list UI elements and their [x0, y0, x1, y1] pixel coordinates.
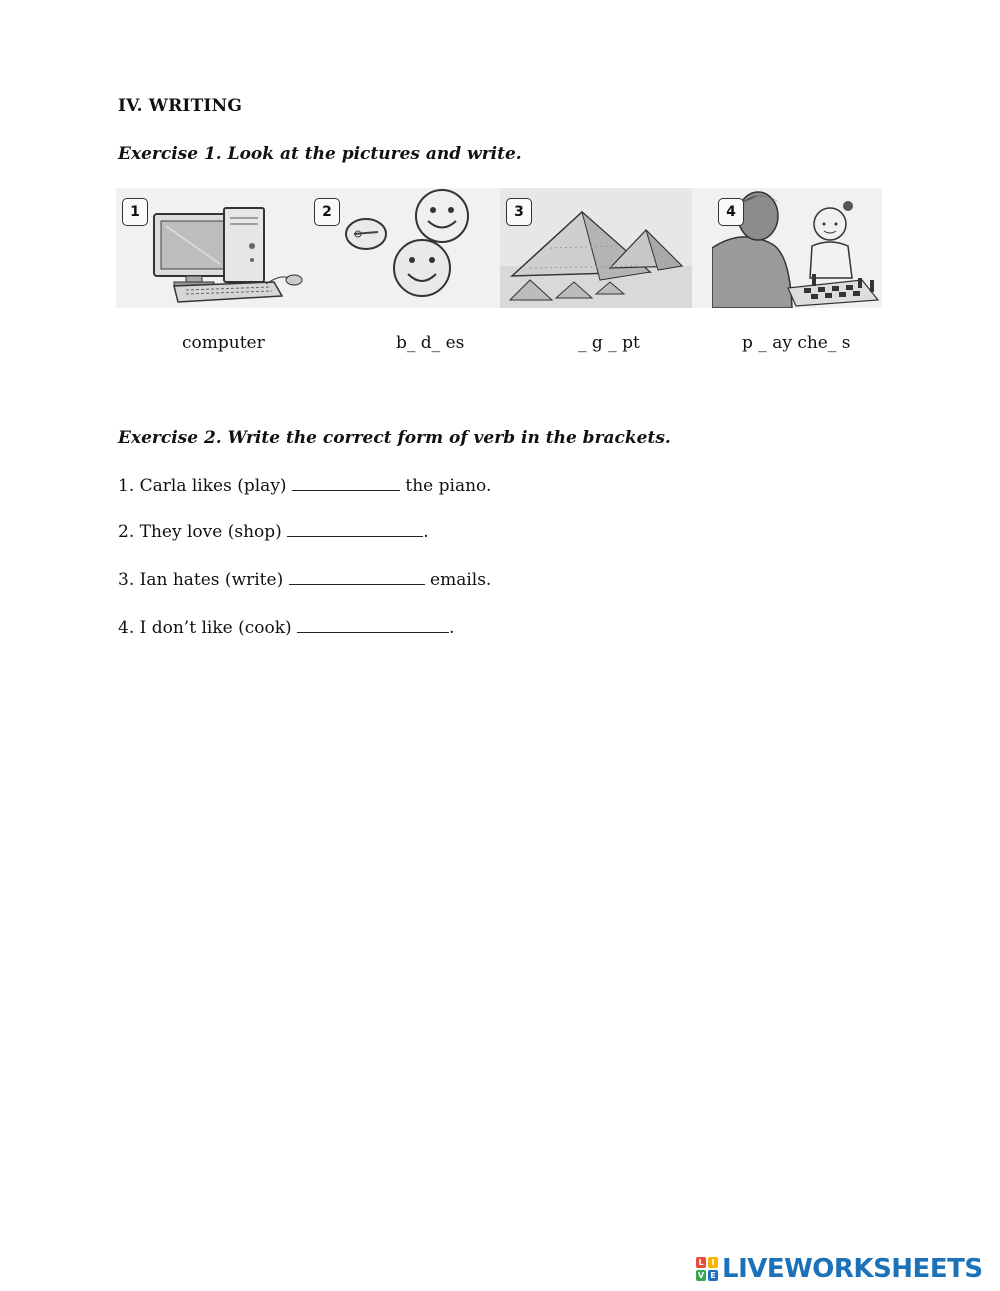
picture-strip: [116, 188, 882, 308]
sentence-text: .: [423, 522, 429, 542]
picture-4: [712, 188, 882, 308]
answer-blank[interactable]: [297, 618, 449, 633]
sentence-2: [118, 522, 429, 542]
logo-mark-letter: I: [708, 1257, 718, 1268]
picture-2: [308, 188, 500, 308]
exercise-1-title: Exercise 1. Look at the pictures and write.: [118, 144, 522, 164]
answer-2[interactable]: b_ d_ es: [396, 333, 465, 353]
sentence-text: emails.: [430, 570, 492, 590]
answer-blank[interactable]: [292, 476, 400, 491]
sentence-text: the piano.: [405, 476, 492, 496]
answer-blank[interactable]: [287, 522, 423, 537]
logo-mark-letter: V: [697, 1271, 705, 1280]
answer-1[interactable]: computer: [182, 333, 265, 353]
sentence-text: .: [449, 618, 455, 638]
sentence-text: 4. I don’t like (cook): [118, 618, 292, 638]
sentence-text: 3. Ian hates (write): [118, 570, 284, 590]
logo-mark-letter: L: [696, 1257, 706, 1268]
answer-blank[interactable]: [289, 570, 425, 585]
logo-mark-letter: E: [708, 1270, 718, 1281]
sentence-text: 2. They love (shop): [118, 522, 282, 542]
sentence-3: [118, 570, 491, 590]
picture-number: 3: [506, 198, 532, 226]
sentence-4: [118, 618, 454, 638]
section-title: IV. WRITING: [118, 96, 243, 116]
picture-number: 1: [122, 198, 148, 226]
picture-number: 4: [718, 198, 744, 226]
logo-text: LIVEWORKSHEETS: [722, 1254, 983, 1284]
sentence-1: [118, 476, 491, 496]
answer-3[interactable]: _ g _ pt: [578, 333, 640, 353]
picture-3: [500, 188, 692, 308]
picture-1: [116, 188, 308, 308]
logo-mark-icon: [696, 1257, 718, 1281]
exercise-2-title: Exercise 2. Write the correct form of verb in the brackets.: [118, 428, 671, 448]
sentence-text: 1. Carla likes (play): [118, 476, 287, 496]
answer-4[interactable]: p _ ay che_ s: [742, 333, 851, 353]
picture-number: 2: [314, 198, 340, 226]
liveworksheets-logo: [696, 1252, 983, 1286]
